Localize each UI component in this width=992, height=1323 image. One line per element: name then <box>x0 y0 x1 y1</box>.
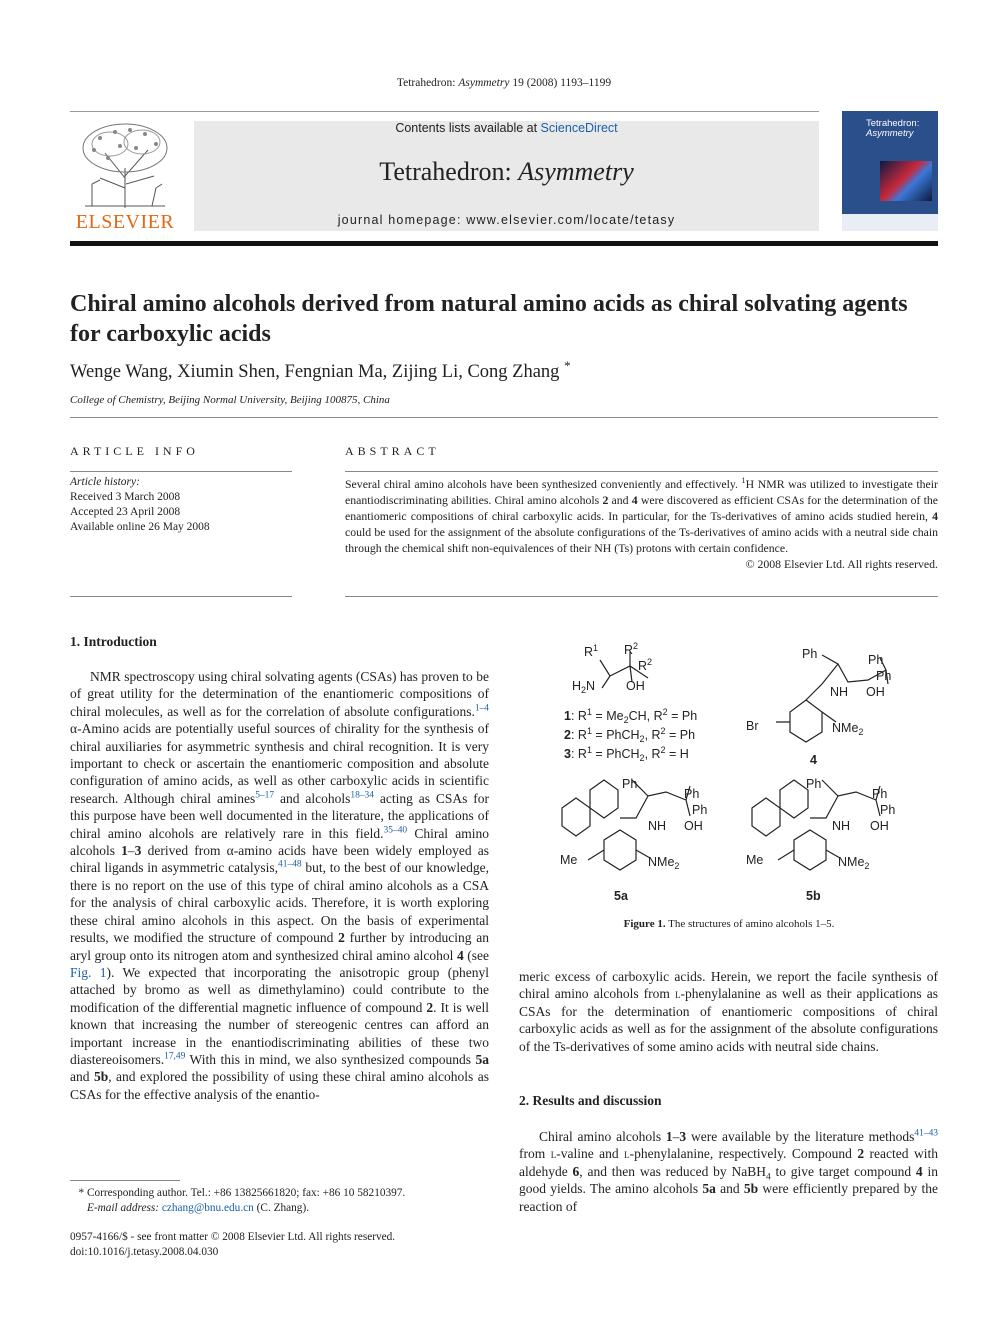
svg-text:5a: 5a <box>614 889 628 903</box>
affiliation: College of Chemistry, Beijing Normal University, Beijing 100875, China <box>70 394 390 406</box>
svg-text:OH: OH <box>866 685 885 699</box>
caption-label: Figure 1. <box>623 918 666 930</box>
svg-text:OH: OH <box>626 679 645 693</box>
contents-prefix: Contents lists available at <box>395 121 541 135</box>
svg-text:NMe2: NMe$_2$ <box>832 721 864 737</box>
header-rule <box>70 111 819 112</box>
svg-text:OH: OH <box>870 819 889 833</box>
authors <box>70 357 571 383</box>
svg-text:Ph: Ph <box>872 787 888 801</box>
journal-name: Tetrahedron: Asymmetry <box>379 157 634 186</box>
svg-text:4: 4 <box>810 753 817 767</box>
svg-text:R1: $R^1$ <box>584 643 599 659</box>
accepted-date: Accepted 23 April 2008 <box>70 506 181 518</box>
svg-text:Ph: Ph <box>868 653 884 667</box>
svg-text:OH: OH <box>684 819 703 833</box>
front-matter <box>70 1230 489 1259</box>
email-label: E-mail address: <box>86 1201 160 1214</box>
cover-picture <box>880 161 932 201</box>
doi[interactable]: doi:10.1016/j.tetasy.2008.04.030 <box>70 1245 219 1258</box>
journal-cover <box>842 111 938 231</box>
received-date: Received 3 March 2008 <box>70 491 181 503</box>
svg-text:NH: NH <box>832 819 851 833</box>
svg-text:Ph: Ph <box>806 777 822 791</box>
results-heading: 2. Results and discussion <box>519 1093 662 1108</box>
svg-text:2: R1 = PhCH2, R2 = Ph: 2: $R^1$ = PhCH$_2$, $R^2 = Ph$ <box>564 726 696 744</box>
article-info-heading: ARTICLE INFO <box>70 444 199 458</box>
svg-text:R2: $R^2$ <box>624 641 639 657</box>
svg-text:R2: $R^2$ <box>638 657 653 673</box>
journal-homepage[interactable]: journal homepage: www.elsevier.com/locate/tetasy <box>337 213 676 227</box>
issn: 0957-4166/$ - see front matter © 2008 Elsevier Ltd. All rights reserved. <box>70 1231 396 1243</box>
corresponding-footnote: * Corresponding author. Tel.: +86 13825661820; fax: +86 10 58210397. <box>70 1187 406 1199</box>
running-head: Tetrahedron: Asymmetry 19 (2008) 1193–1199 <box>396 77 612 89</box>
sciencedirect-link[interactable]: ScienceDirect <box>540 121 618 135</box>
svg-text:Br: Br <box>746 719 759 733</box>
article-info-bottom-rule <box>70 596 292 597</box>
figure-structures <box>540 640 938 910</box>
corresponding-text: Corresponding author. Tel.: +86 13825661820; fax: +86 10 58210397. <box>86 1187 406 1199</box>
contents-line <box>194 121 819 135</box>
article-info-rule <box>70 471 292 472</box>
svg-text:Me: Me <box>746 853 764 867</box>
svg-text:Ph: Ph <box>692 803 708 817</box>
svg-text:NH: NH <box>830 685 849 699</box>
article-history <box>70 475 292 535</box>
email-link[interactable]: czhang@bnu.edu.cn <box>161 1201 254 1214</box>
header-thick-rule <box>70 241 938 246</box>
svg-text:NMe2: NMe$_2$ <box>838 855 870 871</box>
intro-heading: 1. Introduction <box>70 634 157 649</box>
results-text: Chiral amino alcohols 1–3 were available by the literature methods$^{41-43}$ from l-valine and l-phenylalanine, respectively. Compound 2 reacted with aldehyde 6, and then was reduced by NaBH$_4$ to give target compound 4 in good yields. The amino alcohols 5a and 5b were efficiently prepared by the reaction of <box>519 1128 938 1214</box>
svg-text:NMe2: NMe$_2$ <box>648 855 680 871</box>
svg-text:3: R1 = PhCH2, R2 = H: 3: $R^1$ = PhCH$_2$, $R^2 = H$ <box>564 745 689 763</box>
svg-text:H2N: $H_2N$ <box>572 679 596 695</box>
footnote <box>70 1186 489 1215</box>
online-date: Available online 26 May 2008 <box>70 521 210 533</box>
right-column-text: meric excess of carboxylic acids. Herein, we report the facile synthesis of chiral amino alcohols from l-phenylalanine as well as their applications as CSAs for the determination of enantiomeric compositions of chiral carboxylic acids as well as for the assignment of the absolute configurations of the Ts-derivatives of some amino acids with neutral side chains. <box>519 969 938 1054</box>
figure-caption <box>520 918 938 930</box>
article-title: Chiral amino alcohols derived from natural amino acids as chiral solvating agents for carboxylic acids <box>70 291 908 347</box>
svg-text:Me: Me <box>560 853 578 867</box>
footnote-rule <box>70 1180 180 1181</box>
caption-text: The structures of amino alcohols 1–5. <box>668 918 835 930</box>
abstract-copyright: © 2008 Elsevier Ltd. All rights reserved. <box>745 557 938 571</box>
history-label: Article history: <box>70 476 140 488</box>
svg-text:5b: 5b <box>806 889 821 903</box>
svg-text:Ph: Ph <box>802 647 818 661</box>
svg-text:1: R1 = Me2CH, R2 = Ph: 1: $R^1 = Me_2CH$, $R^2 = Ph$ <box>564 707 698 725</box>
email-footnote <box>70 1201 489 1216</box>
author-list: Wenge Wang, Xiumin Shen, Fengnian Ma, Zijing Li, Cong Zhang <box>70 362 560 382</box>
svg-text:Ph: Ph <box>876 669 892 683</box>
abstract-heading: ABSTRACT <box>345 444 440 458</box>
info-top-rule <box>70 417 938 418</box>
abstract-bottom-rule <box>345 596 938 597</box>
intro-text: NMR spectroscopy using chiral solvating agents (CSAs) has proven to be of great utility for the determination of the enantiomeric compositions of chiral molecules, as well as for the correlation of absolute configurations.$^{1-4}$ α-Amino acids are potentially useful sources of chirality for the synthesis of chiral auxiliaries for asymmetric synthesis and chiral recognition. It is very important to check or ascertain the enantiomeric composition and absolute configuration of amino acids, as well as other carboxylic acids in scientific research. Although chiral amines$^{5-17}$ and alcohols$^{18-34}$ acting as CSAs for this purpose have been well documented in the literature, the applications of chiral amino alcohols are relatively rare in this field.$^{35-40}$ Chiral amino alcohols 1–3 derived from α-amino acids have been widely employed as chiral ligands in asymmetric catalysis,$^{41-48}$ but, to the best of our knowledge, there is no report on the use of this type of chiral amino alcohols as a CSA for the analysis of chiral carboxylic acids. Therefore, it is worth exploring these chiral amino alcohols in this aspect. On the basis of experimental results, we modified the structure of compound 2 further by introducing an aryl group onto its nitrogen atom and synthesized chiral amino alcohol 4 (see Fig. 1). We expected that incorporating the anisotropic group (phenyl attached by bromo as well as dimethylamino) could contribute to the modification of the differential magnetic influence of compound 2. It is well known that increasing the number of stereogenic centres can afford an important increase in the enantiodiscriminating abilities of these two diastereoisomers.$^{17,49}$ With this in mind, we also synthesized compounds 5a and 5b, and explored the possibility of using these chiral amino alcohols as CSAs for the effective analysis of the enantio- <box>70 669 490 1102</box>
svg-text:Ph: Ph <box>880 803 896 817</box>
cover-footer-strip <box>842 214 938 231</box>
cover-title: Tetrahedron: Asymmetry <box>866 118 920 139</box>
abstract-text: Several chiral amino alcohols have been synthesized conveniently and effectively. $^1$H NMR was utilized to investigate their enantiodiscriminating abilities. Chiral amino alcohols 2 and 4 were discovered as efficient CSAs for the determination of the enantiomeric compositions of chiral carboxylic acids. In particular, for the Ts-derivatives of amino acids studied herein, 4 could be used for the assignment of the absolute configurations of the Ts-derivatives of amino acids with a neutral side chain through the chemical shift non-equivalences of their NH (Ts) protons with certain confidence. © 2008 Elsevier Ltd. All rights reserved. <box>345 476 938 571</box>
svg-text:Ph: Ph <box>684 787 700 801</box>
svg-text:Ph: Ph <box>622 777 638 791</box>
email-suffix: (C. Zhang). <box>256 1201 310 1214</box>
abstract-rule <box>345 471 938 472</box>
publisher-logo-text: ELSEVIER <box>75 211 175 233</box>
svg-text:NH: NH <box>648 819 667 833</box>
corresponding-mark[interactable]: * <box>564 357 571 373</box>
